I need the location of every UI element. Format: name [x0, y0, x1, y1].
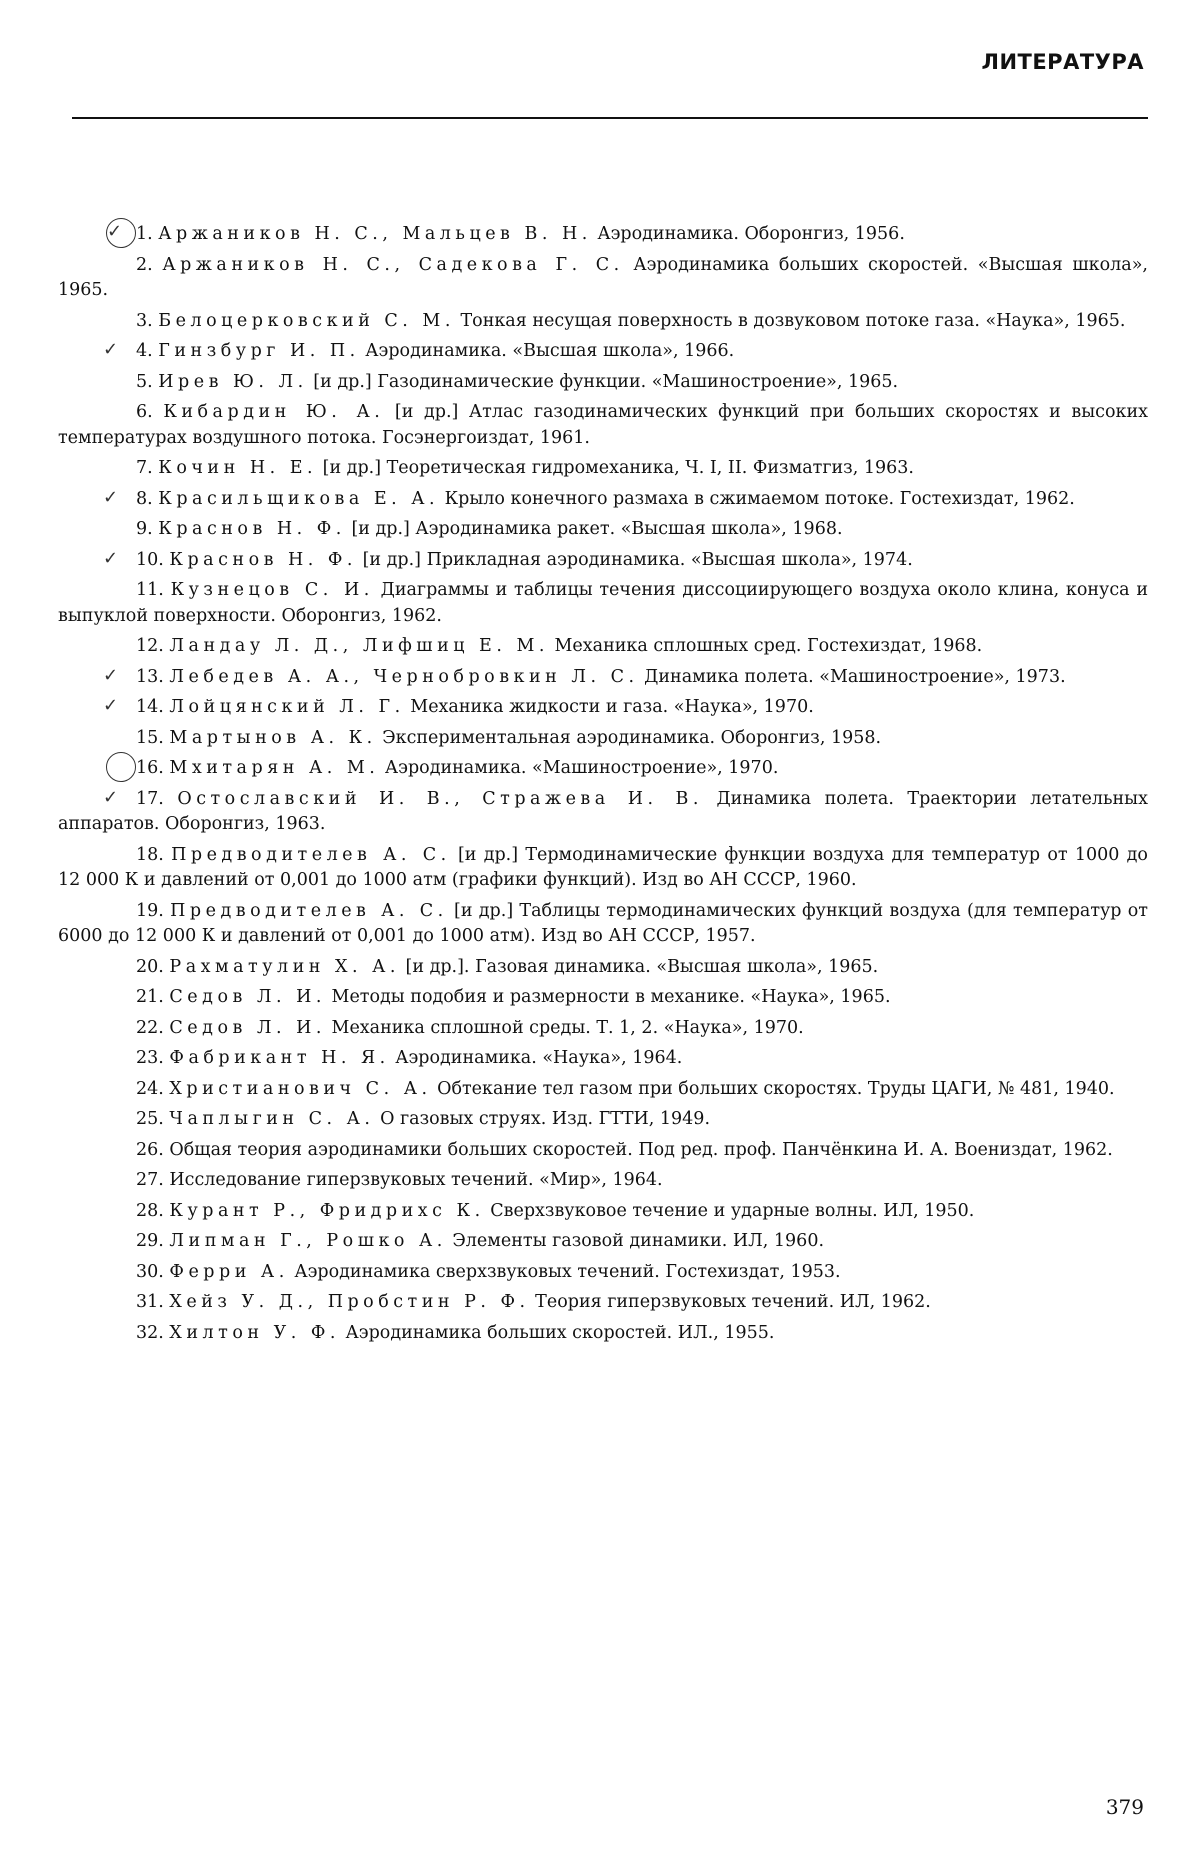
reference-number: 29. [136, 1231, 164, 1251]
check-mark-icon: ✓ [103, 486, 119, 508]
reference-text: [и др.] Таблицы термодинамических функций воздуха (для температур от 6000 до 12 000 К и давлений от 0,001 до 1000 атм). Изд во АН СССР, 1957. [58, 900, 1148, 946]
page-header-title: ЛИТЕРАТУРА [981, 50, 1144, 74]
reference-entry [58, 1229, 1148, 1255]
reference-authors: Краснов Н. Ф. [158, 519, 346, 539]
reference-entry [58, 695, 1148, 721]
reference-authors: Краснов Н. Ф. [169, 549, 357, 570]
reference-authors: Хилтон У. Ф. [169, 1322, 340, 1343]
check-mark-icon: ✓ [103, 547, 119, 569]
reference-entry [58, 1321, 1148, 1347]
reference-entry [58, 787, 1148, 838]
reference-number: 10. [136, 549, 164, 570]
reference-authors: Остославский И. В., Стражева И. В. [177, 788, 703, 809]
reference-authors: Кузнецов С. И. [170, 580, 374, 600]
reference-number: 1. [136, 224, 153, 244]
circled-check-mark-icon [106, 752, 136, 782]
reference-authors: Лебедев А. А., Чернобровкин Л. С. [169, 666, 639, 687]
reference-authors: Кочин Н. Е. [158, 458, 318, 478]
reference-number: 20. [136, 956, 164, 977]
reference-entry [58, 1138, 1148, 1164]
reference-entry [58, 1016, 1148, 1042]
reference-text: Механика жидкости и газа. «Наука», 1970. [410, 697, 814, 717]
reference-number: 12. [136, 636, 164, 656]
reference-text: Сверхзвуковое течение и ударные волны. ИЛ, 1950. [490, 1200, 975, 1221]
reference-list [58, 222, 1148, 1351]
reference-text: О газовых струях. Изд. ГТТИ, 1949. [380, 1109, 711, 1129]
reference-text: Механика сплошных сред. Гостехиздат, 1968. [554, 636, 983, 656]
reference-authors: Мхитарян А. М. [169, 758, 380, 778]
reference-entry [58, 456, 1148, 482]
reference-entry [58, 1290, 1148, 1316]
reference-number: 2. [136, 254, 153, 275]
reference-entry [58, 309, 1148, 335]
reference-text: Аэродинамика. «Наука», 1964. [395, 1048, 683, 1068]
reference-number: 23. [136, 1048, 164, 1068]
reference-entry [58, 1046, 1148, 1072]
reference-authors: Кибардин Ю. А. [163, 402, 385, 422]
reference-entry [58, 756, 1148, 782]
reference-text: Теория гиперзвуковых течений. ИЛ, 1962. [535, 1292, 931, 1312]
reference-number: 15. [136, 727, 164, 748]
reference-entry [58, 1168, 1148, 1194]
reference-text: Аэродинамика. «Высшая школа», 1966. [365, 341, 735, 361]
reference-authors: Белоцерковский С. М. [158, 310, 455, 331]
reference-entry [58, 955, 1148, 981]
reference-text: Аэродинамика больших скоростей. ИЛ., 1955. [345, 1322, 775, 1343]
reference-number: 18. [136, 844, 164, 865]
reference-entry [58, 548, 1148, 574]
check-mark-icon: ✓ [103, 339, 119, 360]
reference-text: Аэродинамика больших скоростей. «Высшая школа», 1965. [58, 254, 1148, 300]
reference-entry [58, 843, 1148, 894]
reference-number: 26. [136, 1139, 164, 1160]
reference-authors: Седов Л. И. [169, 1017, 326, 1038]
reference-authors: Предводителев А. С. [171, 844, 451, 865]
reference-text: Элементы газовой динамики. ИЛ, 1960. [452, 1231, 825, 1251]
reference-text: Механика сплошной среды. Т. 1, 2. «Наука», 1970. [331, 1017, 804, 1038]
reference-text: [и др.] Прикладная аэродинамика. «Высшая школа», 1974. [362, 549, 913, 570]
reference-entry [58, 517, 1148, 543]
reference-text: Диаграммы и таблицы течения диссоциирующего воздуха около клина, конуса и выпуклой поверхности. Оборонгиз, 1962. [58, 580, 1148, 626]
reference-number: 5. [136, 371, 153, 392]
reference-text: [и др.] Термодинамические функции воздуха для температур от 1000 до 12 000 К и давлений от 0,001 до 1000 атм (графики функций). Изд во АН СССР, 1960. [58, 844, 1148, 890]
reference-entry [58, 1077, 1148, 1103]
reference-text: Тонкая несущая поверхность в дозвуковом потоке газа. «Наука», 1965. [460, 310, 1126, 331]
reference-number: 21. [136, 987, 164, 1007]
reference-authors: Ландау Л. Д., Лифшиц Е. М. [169, 636, 549, 656]
reference-number: 7. [136, 458, 153, 478]
reference-text: Аэродинамика сверхзвуковых течений. Гостехиздат, 1953. [294, 1261, 841, 1282]
reference-number: 27. [136, 1170, 164, 1190]
reference-number: 17. [136, 788, 164, 809]
reference-text: Исследование гиперзвуковых течений. «Мир», 1964. [169, 1170, 663, 1190]
check-mark-icon: ✓ [103, 695, 119, 716]
reference-number: 6. [136, 402, 153, 422]
reference-number: 4. [136, 341, 153, 361]
reference-authors: Христианович С. А. [169, 1078, 432, 1099]
reference-text: [и др.] Атлас газодинамических функций при больших скоростях и высоких температурах воздушного потока. Госэнергоиздат, 1961. [58, 402, 1148, 448]
reference-number: 31. [136, 1292, 164, 1312]
reference-number: 14. [136, 697, 164, 717]
reference-authors: Рахматулин Х. А. [169, 956, 400, 977]
reference-text: [и др.]. Газовая динамика. «Высшая школа», 1965. [405, 956, 879, 977]
reference-entry [58, 1260, 1148, 1286]
reference-text: Динамика полета. Траектории летательных аппаратов. Оборонгиз, 1963. [58, 788, 1148, 834]
reference-text: Аэродинамика. Оборонгиз, 1956. [597, 224, 905, 244]
reference-entry [58, 339, 1148, 365]
reference-number: 13. [136, 666, 164, 687]
reference-entry [58, 899, 1148, 950]
reference-text: Аэродинамика. «Машиностроение», 1970. [384, 758, 779, 778]
reference-number: 16. [136, 758, 164, 778]
reference-text: Крыло конечного размаха в сжимаемом потоке. Гостехиздат, 1962. [444, 488, 1075, 509]
reference-authors: Аржаников Н. С., Мальцев В. Н. [158, 224, 592, 244]
reference-number: 11. [136, 580, 164, 600]
reference-authors: Ирев Ю. Л. [158, 371, 308, 392]
reference-authors: Предводителев А. С. [170, 900, 448, 921]
reference-number: 30. [136, 1261, 164, 1282]
check-mark-icon: ✓ [103, 664, 119, 686]
reference-authors: Фабрикант Н. Я. [169, 1048, 390, 1068]
reference-entry [58, 665, 1148, 691]
reference-authors: Чаплыгин С. А. [169, 1109, 375, 1129]
reference-authors: Седов Л. И. [169, 987, 326, 1007]
reference-authors: Хейз У. Д., Пробстин Р. Ф. [169, 1292, 530, 1312]
reference-entry [58, 1199, 1148, 1225]
reference-number: 9. [136, 519, 153, 539]
reference-text: Обтекание тел газом при больших скоростях. Труды ЦАГИ, № 481, 1940. [437, 1078, 1115, 1099]
reference-authors: Мартынов А. К. [169, 727, 377, 748]
page-number: 379 [1105, 1795, 1144, 1819]
reference-entry [58, 370, 1148, 396]
reference-number: 3. [136, 310, 153, 331]
reference-number: 32. [136, 1322, 164, 1343]
circled-check-mark-icon: ✓ [106, 218, 136, 248]
reference-authors: Аржаников Н. С., Садекова Г. С. [162, 254, 624, 275]
reference-number: 25. [136, 1109, 164, 1129]
reference-authors: Гинзбург И. П. [158, 341, 360, 361]
reference-text: [и др.] Газодинамические функции. «Машиностроение», 1965. [313, 371, 899, 392]
reference-authors: Ферри А. [169, 1261, 289, 1282]
reference-authors: Лойцянский Л. Г. [169, 697, 405, 717]
reference-number: 22. [136, 1017, 164, 1038]
reference-entry [58, 634, 1148, 660]
reference-number: 28. [136, 1200, 164, 1221]
header-rule [72, 117, 1148, 119]
reference-authors: Курант Р., Фридрихс К. [169, 1200, 485, 1221]
reference-entry [58, 1107, 1148, 1133]
reference-number: 24. [136, 1078, 164, 1099]
reference-entry [58, 578, 1148, 629]
check-mark-icon: ✓ [103, 786, 119, 808]
reference-authors: Липман Г., Рошко А. [169, 1231, 447, 1251]
reference-text: Методы подобия и размерности в механике. «Наука», 1965. [331, 987, 891, 1007]
reference-entry [58, 253, 1148, 304]
reference-entry [58, 726, 1148, 752]
reference-number: 19. [136, 900, 164, 921]
reference-number: 8. [136, 488, 153, 509]
reference-text: [и др.] Теоретическая гидромеханика, Ч. I, II. Физматгиз, 1963. [322, 458, 914, 478]
reference-text: Экспериментальная аэродинамика. Оборонгиз, 1958. [382, 727, 882, 748]
reference-text: Динамика полета. «Машиностроение», 1973. [644, 666, 1066, 687]
reference-entry [58, 487, 1148, 513]
reference-entry [58, 400, 1148, 451]
reference-entry [58, 985, 1148, 1011]
reference-entry [58, 222, 1148, 248]
reference-text: Общая теория аэродинамики больших скоростей. Под ред. проф. Панчёнкина И. А. Воениздат, 1962. [169, 1139, 1113, 1160]
reference-text: [и др.] Аэродинамика ракет. «Высшая школа», 1968. [351, 519, 843, 539]
reference-authors: Красильщикова Е. А. [158, 488, 440, 509]
